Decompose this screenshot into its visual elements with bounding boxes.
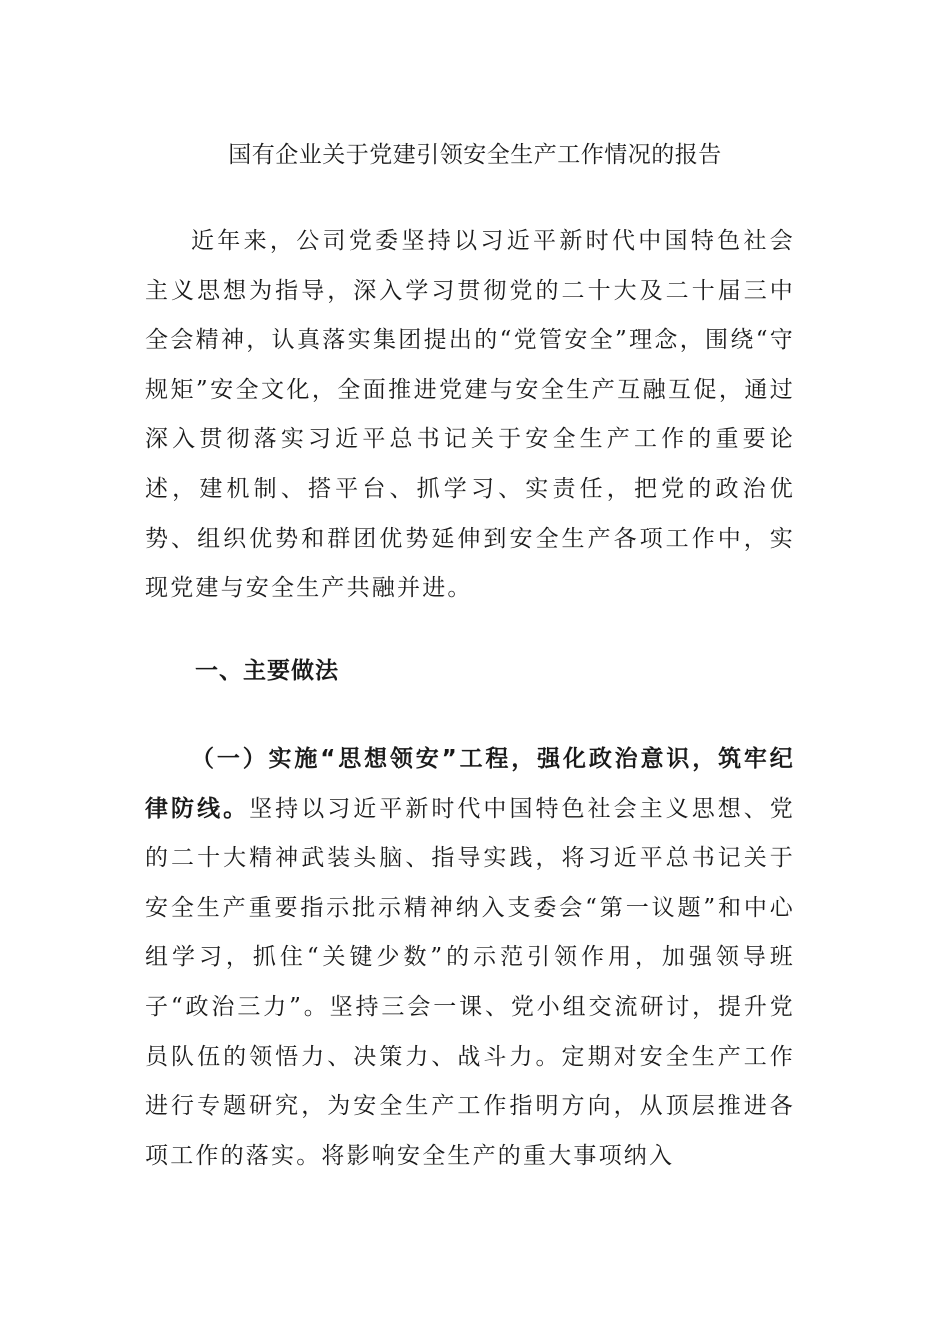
section-heading: 一、主要做法	[195, 658, 339, 684]
intro-section	[145, 217, 795, 614]
subsection-body: 坚持以习近平新时代中国特色社会主义思想、党的二十大精神武装头脑、指导实践，将习近平总书记关于安全生产重要指示批示精神纳入支委会“第一议题”和中心组学习，抓住“关键少数”的示范引领作用，加强领导班子“政治三力”。坚持三会一课、党小组交流研讨，提升党员队伍的领悟力、决策力、战斗力。定期对安全生产工作进行专题研究，为安全生产工作指明方向，从顶层推进各项工作的落实。将影响安全生产的重大事项纳入	[145, 795, 795, 1169]
document-title: 国有企业关于党建引领安全生产工作情况的报告	[228, 142, 722, 168]
intro-paragraph: 近年来，公司党委坚持以习近平新时代中国特色社会主义思想为指导，深入学习贯彻党的二十大及二十届三中全会精神，认真落实集团提出的“党管安全”理念，围绕“守规矩”安全文化，全面推进党建与安全生产互融互促，通过深入贯彻落实习近平总书记关于安全生产工作的重要论述，建机制、搭平台、抓学习、实责任，把党的政治优势、组织优势和群团优势延伸到安全生产各项工作中，实现党建与安全生产共融并进。	[145, 228, 795, 602]
subsection-lead: （一）实施“思想领安”工程，强化政治意识，筑牢纪律防线。	[145, 746, 795, 822]
subsection-one	[145, 735, 795, 1181]
subsection-paragraph	[145, 735, 795, 1181]
